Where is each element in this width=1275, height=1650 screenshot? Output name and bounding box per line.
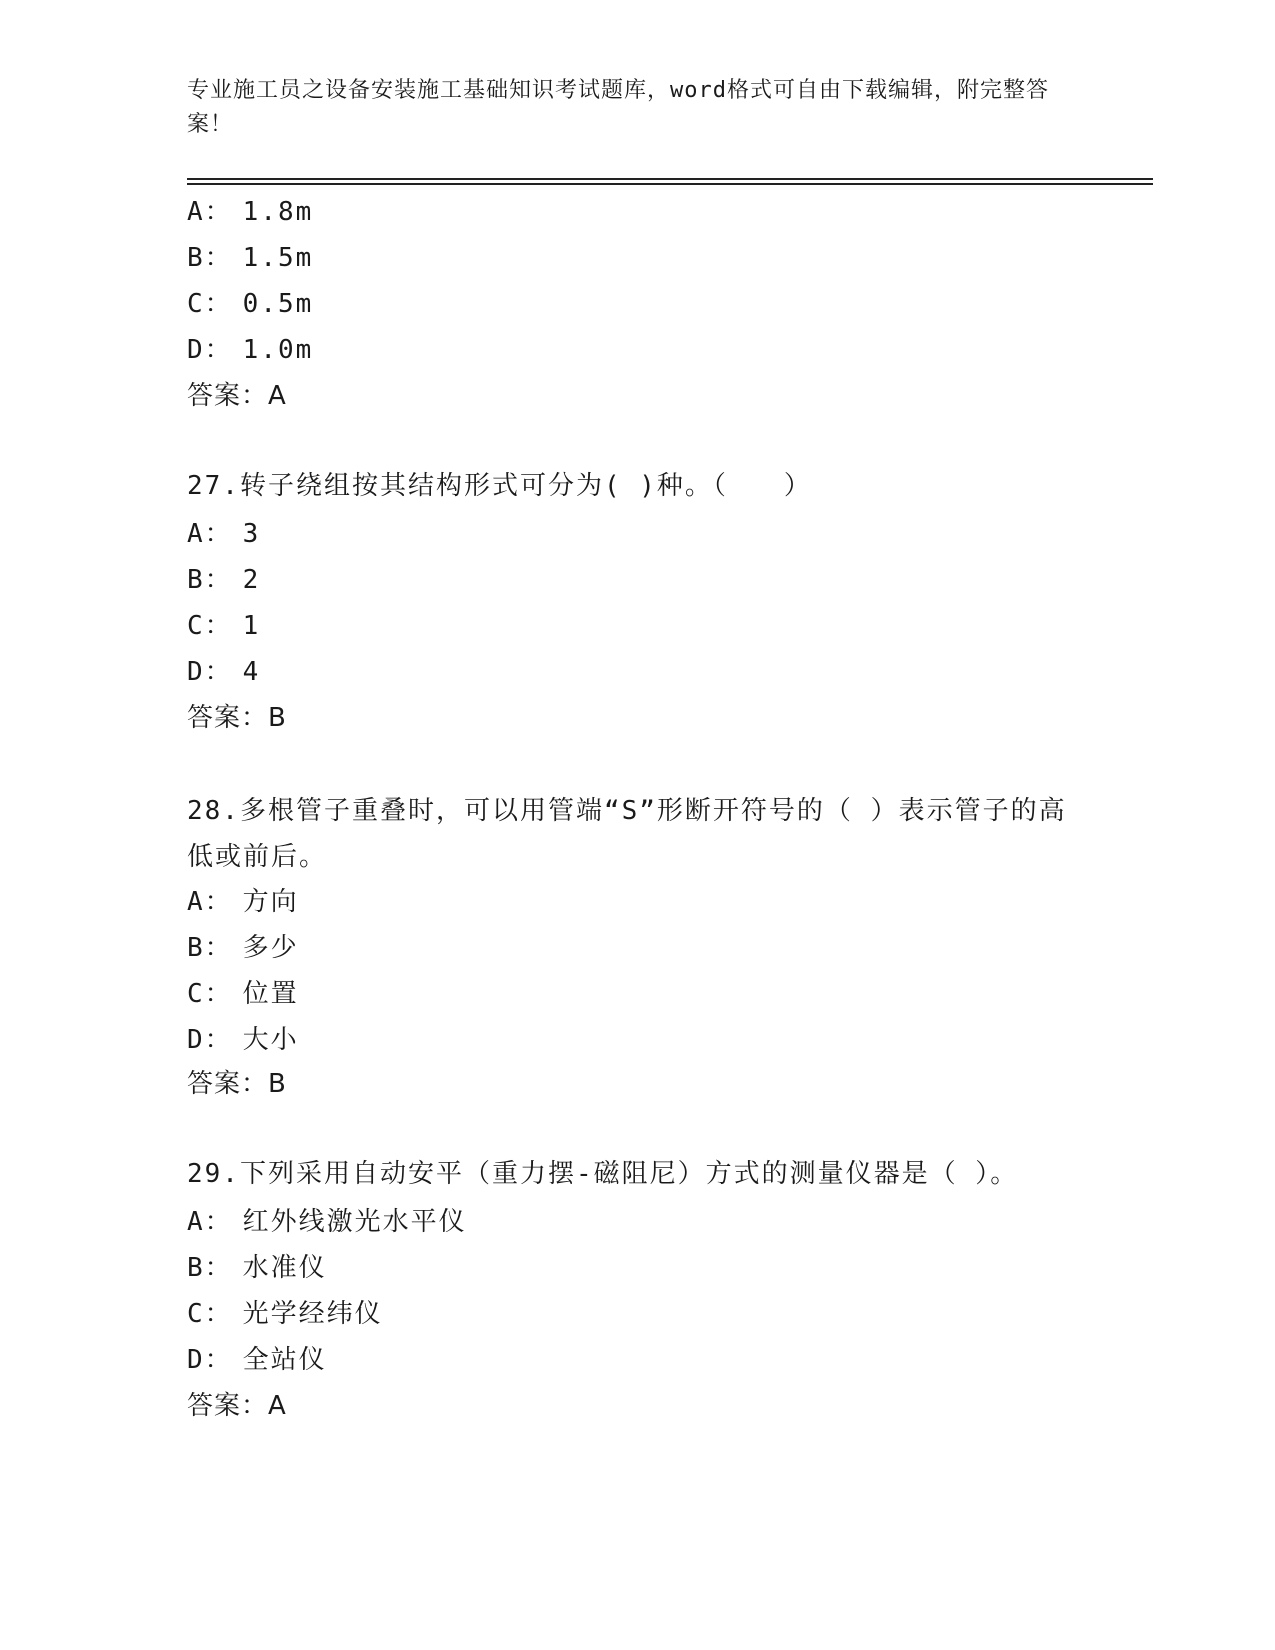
option-d: D： 全站仪 [187,1345,327,1375]
option-b: B： 2 [187,565,261,595]
header-rule-top [187,178,1153,180]
answer-line: 答案：B [187,1069,287,1099]
header-rule-bottom [187,183,1153,185]
option-b: B： 水准仪 [187,1253,327,1283]
option-c: C： 位置 [187,979,299,1009]
answer-line: 答案：A [187,381,287,411]
option-b: B： 多少 [187,933,299,963]
option-a: A： 红外线激光水平仪 [187,1207,467,1237]
question-29-stem: 29.下列采用自动安平（重力摆-磁阻尼）方式的测量仪器是（ ）。 [187,1159,1019,1189]
option-a: A： 3 [187,519,261,549]
option-a: A： 1.8m [187,197,314,227]
option-c: C： 光学经纬仪 [187,1299,383,1329]
document-header: 专业施工员之设备安装施工基础知识考试题库，word格式可自由下载编辑，附完整答案！ [187,78,1049,137]
option-c: C： 0.5m [187,289,314,319]
option-d: D： 1.0m [187,335,314,365]
question-27-stem: 27.转子绕组按其结构形式可分为( )种。（ ） [187,471,812,501]
option-c: C： 1 [187,611,261,641]
answer-line: 答案：A [187,1391,287,1421]
option-d: D： 4 [187,657,261,687]
option-b: B： 1.5m [187,243,314,273]
option-d: D： 大小 [187,1025,299,1055]
option-a: A： 方向 [187,887,299,917]
question-28-stem: 28.多根管子重叠时，可以用管端“S”形断开符号的（ ）表示管子的高低或前后。 [187,796,1067,872]
answer-line: 答案：B [187,703,287,733]
